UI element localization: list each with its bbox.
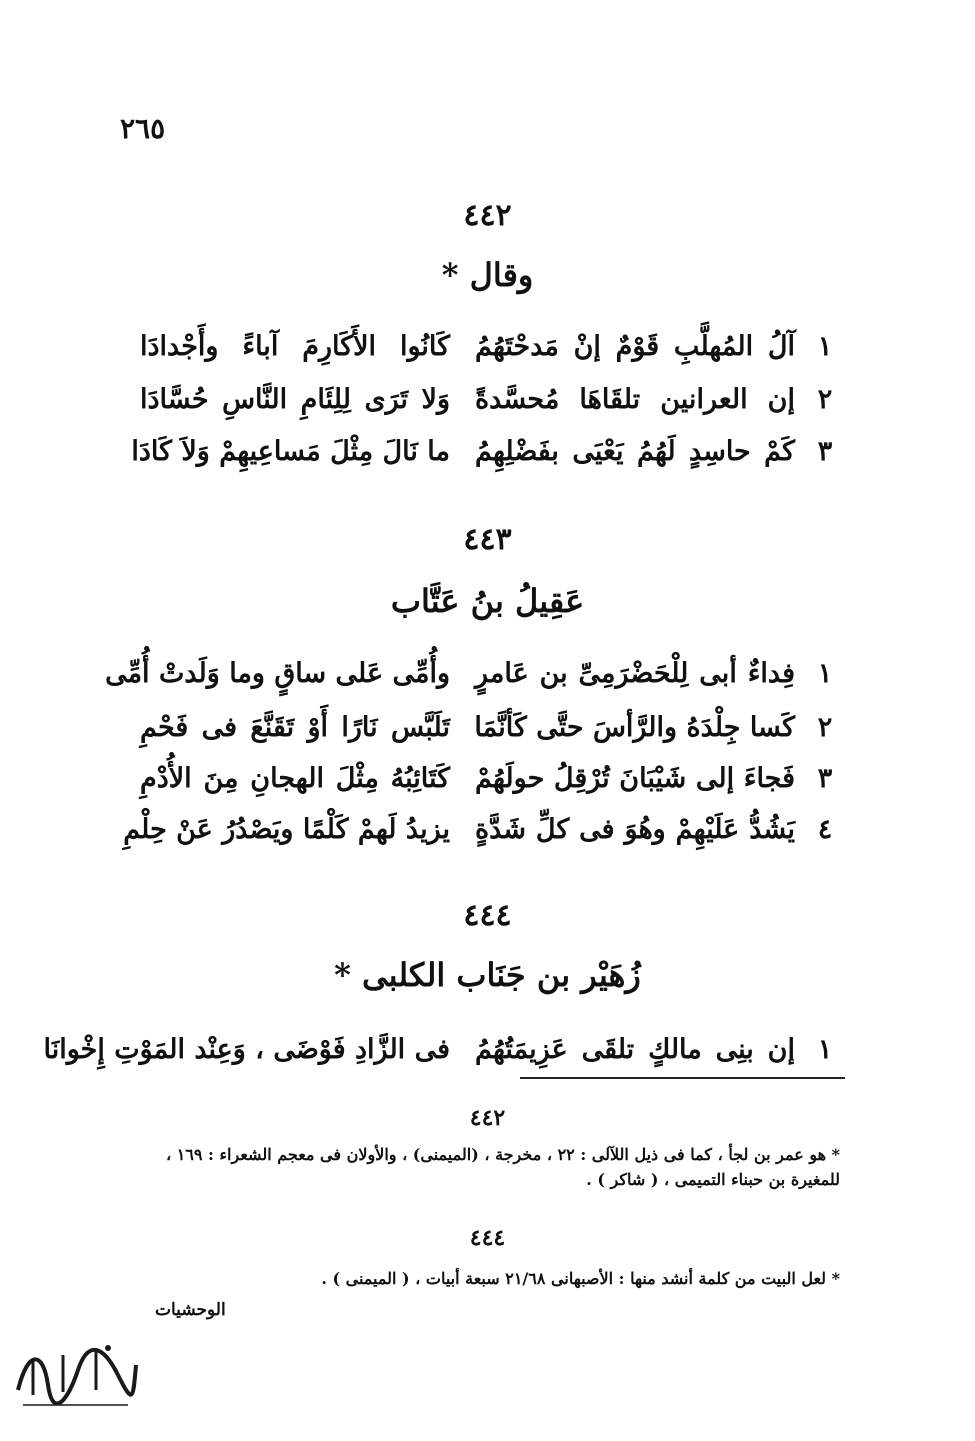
verse-number: ٢	[817, 384, 833, 415]
verse-number: ٣	[817, 436, 833, 467]
verse-first-hemistich: إن بنِى مالكٍ تلقَى عَزِيمَتُهُمُ	[475, 1034, 795, 1065]
verse-first-hemistich: فِداءٌ أبى لِلْحَضْرَمِىِّ بن عَامرٍ	[475, 658, 795, 689]
poem-number: ٤٤٣	[463, 522, 512, 557]
verse-second-hemistich: كَانُوا الأَكَارِمَ آباءً وأَجْدادَا	[140, 331, 450, 362]
verse-number: ١	[817, 331, 833, 362]
verse-second-hemistich: فى الزَّادِ فَوْضَى ، وَعِنْد المَوْتِ إِخْوانَا	[43, 1034, 450, 1065]
footnote-text: * هو عمر بن لجأ ، كما فى ذيل اللآلى : ٢٢ ، مخرجة ، (الميمنى) ، والأولان فى معجم الشعراء : ١٦٩ ، للمغيرة بن حبناء التميمى ، ( شاكر ) .	[165, 1145, 840, 1189]
verse-first-hemistich: كَسا جِلْدَهُ والرَّأسَ حتَّى كَأنَّمَا	[474, 712, 795, 743]
poem-number: ٤٤٤	[463, 898, 512, 933]
verse-second-hemistich: وأُمِّى عَلى ساقٍ وما وَلَدتْ أُمِّى	[105, 658, 450, 689]
verse-number: ١	[817, 658, 833, 689]
verse	[123, 808, 840, 854]
poem-title: زُهَيْر بن جَنَاب الكلبى *	[334, 956, 641, 994]
verse	[140, 706, 840, 752]
page-number: ٢٦٥	[120, 112, 166, 145]
verse-first-hemistich: فَجاءَ إلى شَيْبَانَ تُرْقِلُ حولَهُمْ	[475, 763, 795, 794]
verse-first-hemistich: آلُ المُهلَّبِ قَوْمٌ إنْ مَدحْتَهُمُ	[475, 331, 795, 362]
stamp-calligraphy-icon	[8, 1330, 143, 1415]
verse-number: ٣	[817, 763, 833, 794]
verse-number: ٤	[817, 814, 833, 845]
verse	[131, 430, 840, 476]
poem-number: ٤٤٢	[463, 198, 512, 233]
footnote-number: ٤٤٢	[469, 1105, 506, 1131]
verse	[140, 757, 840, 803]
footnote-divider	[520, 1077, 845, 1079]
library-stamp-logo	[8, 1330, 143, 1415]
verse	[43, 1028, 840, 1074]
verse-number: ١	[817, 1034, 833, 1065]
verse-second-hemistich: كَتَائِبُهُ مِثْلَ الهجانِ مِنَ الأُدْمِ	[140, 763, 450, 794]
poem-title: وقال *	[441, 256, 534, 294]
verse-second-hemistich: وَلا تَرَى لِلِئَامِ النَّاسِ حُسَّادَا	[140, 384, 450, 415]
verse-first-hemistich: كَمْ حاسِدٍ لَهُمُ يَعْيَى بفَضْلِهِمُ	[475, 436, 795, 467]
verse-second-hemistich: ما نَالَ مِثْلَ مَساعِيهِمْ وَلاَ كَادَا	[131, 436, 450, 467]
verse-number: ٢	[817, 712, 833, 743]
verse-first-hemistich: يَشُدُّ عَلَيْهِمْ وهُوَ فى كلِّ شَدَّةٍ	[475, 814, 795, 845]
verse	[140, 378, 840, 424]
verse	[105, 652, 840, 698]
poem-title: عَقِيلُ بنُ عَتَّاب	[390, 582, 585, 620]
footnote-number: ٤٤٤	[469, 1225, 506, 1251]
verse-first-hemistich: إن العرانين تلقَاهَا مُحسَّدةً	[475, 384, 795, 415]
footer-title: الوحشيات	[155, 1300, 226, 1320]
verse-second-hemistich: تَلَبَّس نَارًا أَوْ تَقَنَّعَ فى فَحْمِ	[140, 712, 450, 743]
verse-second-hemistich: يزيدُ لَهمْ كَلْمًا ويَصْدُرُ عَنْ حِلْمِ	[123, 814, 450, 845]
verse	[140, 325, 840, 371]
footnote-text: * لعل البيت من كلمة أنشد منها : الأصبهانى ٢١/٦٨ سبعة أبيات ، ( الميمنى ) .	[321, 1269, 840, 1288]
